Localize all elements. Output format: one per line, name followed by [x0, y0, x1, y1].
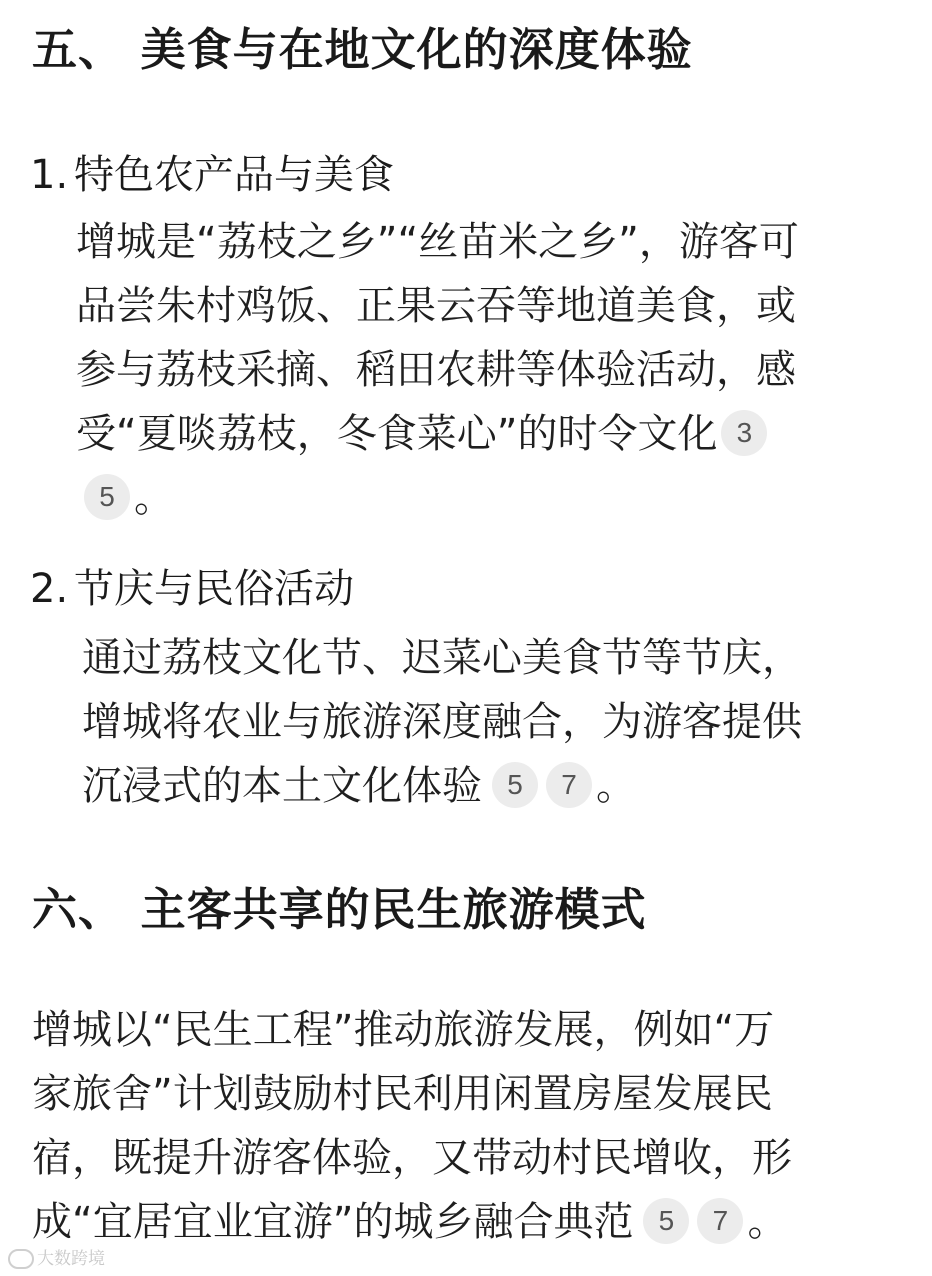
- section-6-line-with-citation: [32, 1190, 792, 1254]
- citation-badge[interactable]: 7: [697, 1198, 743, 1244]
- item-1-line: 品尝朱村鸡饭、正果云吞等地道美食，或: [76, 283, 796, 329]
- item-1-line: 增城是“荔枝之乡”“丝苗米之乡”，游客可: [76, 219, 799, 265]
- item-1-number: 1.: [30, 152, 69, 198]
- item-2-end-punct: 。: [596, 763, 636, 809]
- item-2-number: 2.: [30, 566, 69, 612]
- section-6-line: 成“宜居宜业宜游”的城乡融合典范: [32, 1199, 634, 1245]
- watermark-text: 大数跨境: [37, 1249, 105, 1269]
- item-1-title-text: 特色农产品与美食: [74, 152, 394, 198]
- citation-badge[interactable]: 5: [84, 474, 130, 520]
- item-1-line: 受“夏啖荔枝，冬食菜心”的时令文化: [76, 411, 718, 457]
- section-6-line: 增城以“民生工程”推动旅游发展，例如“万: [32, 1007, 775, 1053]
- item-2-line: 增城将农业与旅游深度融合，为游客提供: [82, 699, 802, 745]
- item-1-end-punct: 。: [134, 475, 174, 521]
- section-6-heading: 六、 主客共享的民生旅游模式: [32, 883, 647, 936]
- watermark: [8, 1244, 105, 1269]
- item-1-line-citation: [76, 466, 799, 530]
- item-1-line-with-citation: [76, 402, 799, 466]
- citation-badge[interactable]: 5: [643, 1198, 689, 1244]
- item-1-line: 参与荔枝采摘、稻田农耕等体验活动，感: [76, 347, 796, 393]
- item-2-title-text: 节庆与民俗活动: [74, 566, 354, 612]
- citation-badge[interactable]: 3: [721, 410, 767, 456]
- item-2-paragraph: [82, 626, 802, 818]
- item-1-paragraph: [76, 210, 799, 530]
- item-2-line-with-citation: [82, 754, 802, 818]
- item-2-line: 沉浸式的本土文化体验: [82, 763, 482, 809]
- citation-badge[interactable]: 5: [492, 762, 538, 808]
- section-6-line: 宿，既提升游客体验，又带动村民增收，形: [32, 1135, 792, 1181]
- item-2-title: [30, 562, 354, 616]
- section-6-paragraph: [32, 998, 792, 1254]
- section-5-heading: 五、 美食与在地文化的深度体验: [32, 23, 693, 76]
- item-2-line: 通过荔枝文化节、迟菜心美食节等节庆，: [82, 635, 802, 681]
- watermark-logo-icon: [8, 1249, 34, 1269]
- citation-badge[interactable]: 7: [546, 762, 592, 808]
- item-1-title: [30, 148, 394, 202]
- section-6-line: 家旅舍”计划鼓励村民利用闲置房屋发展民: [32, 1071, 773, 1117]
- section-6-end-punct: 。: [747, 1199, 788, 1245]
